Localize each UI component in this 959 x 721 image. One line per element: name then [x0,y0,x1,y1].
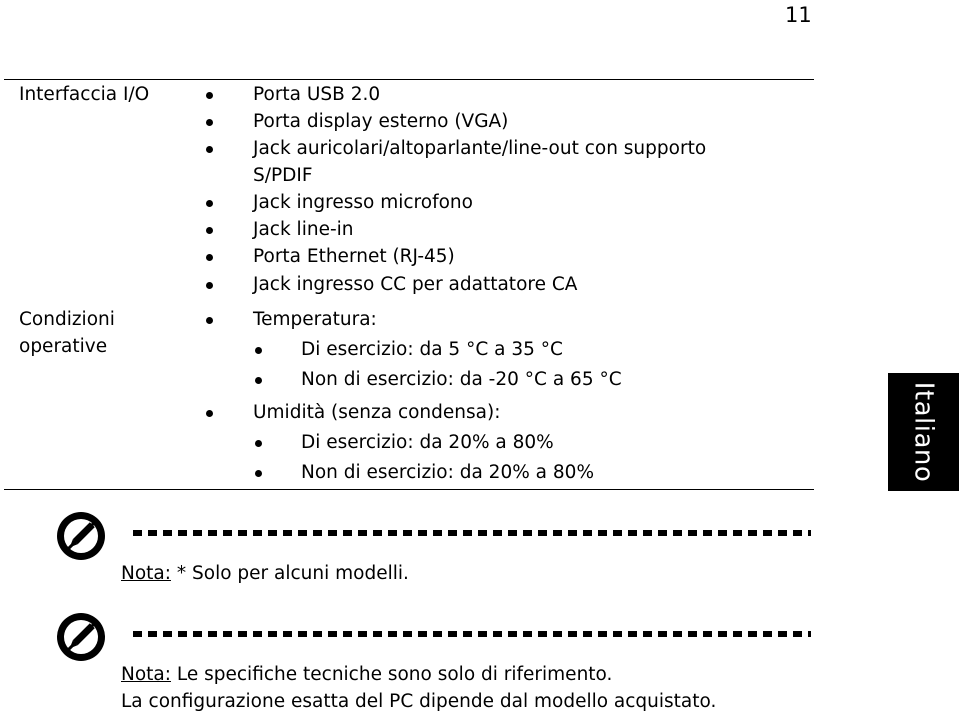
list-item: Jack auricolari/altoparlante/line-out con supporto [253,138,707,159]
note-label: Nota: [121,563,171,584]
list-item: Porta display esterno (VGA) [253,111,509,132]
bullet-icon [206,119,213,126]
note-pencil-icon [53,508,109,564]
bullet-icon [255,377,262,384]
bullet-icon [206,410,213,417]
list-item-continuation: S/PDIF [253,165,313,186]
row-label-operating-conditions-line1: Condizioni [19,309,115,330]
table-bottom-rule [4,489,814,490]
list-item: Temperatura: [253,309,377,330]
list-item: Porta USB 2.0 [253,84,381,105]
note-2-text-line1 [121,662,612,688]
list-item: Porta Ethernet (RJ-45) [253,246,455,267]
bullet-icon [206,282,213,289]
bullet-icon [206,317,213,324]
bullet-icon [255,440,262,447]
note-label: Nota: [121,664,171,685]
list-item: Jack ingresso CC per adattatore CA [253,274,578,295]
sub-list-item: Di esercizio: da 5 °C a 35 °C [301,339,563,360]
note-1-text [121,561,409,587]
row-label-operating-conditions-line2: operative [19,336,108,357]
note-pencil-icon [53,609,109,665]
bullet-icon [206,146,213,153]
bullet-icon [255,470,262,477]
language-tab [888,373,959,491]
list-item: Umidità (senza condensa): [253,402,501,423]
sub-list-item: Non di esercizio: da -20 °C a 65 °C [301,369,622,390]
list-item: Jack ingresso microfono [253,192,473,213]
page-number: 11 [785,3,812,27]
sub-list-item: Non di esercizio: da 20% a 80% [301,462,595,483]
note-body: * Solo per alcuni modelli. [176,563,409,584]
note-2-text-line2: La configurazione esatta del PC dipende dal modello acquistato. [121,691,717,712]
note-divider [133,530,811,536]
language-tab-label: Italiano [908,381,939,483]
bullet-icon [206,254,213,261]
list-item: Jack line-in [253,219,354,240]
note-body: Le specifiche tecniche sono solo di riferimento. [176,664,613,685]
table-top-rule [4,79,814,80]
sub-list-item: Di esercizio: da 20% a 80% [301,432,554,453]
bullet-icon [206,227,213,234]
bullet-icon [206,200,213,207]
row-label-io-interface: Interfaccia I/O [19,84,150,105]
bullet-icon [206,92,213,99]
bullet-icon [255,347,262,354]
note-divider [133,631,811,637]
